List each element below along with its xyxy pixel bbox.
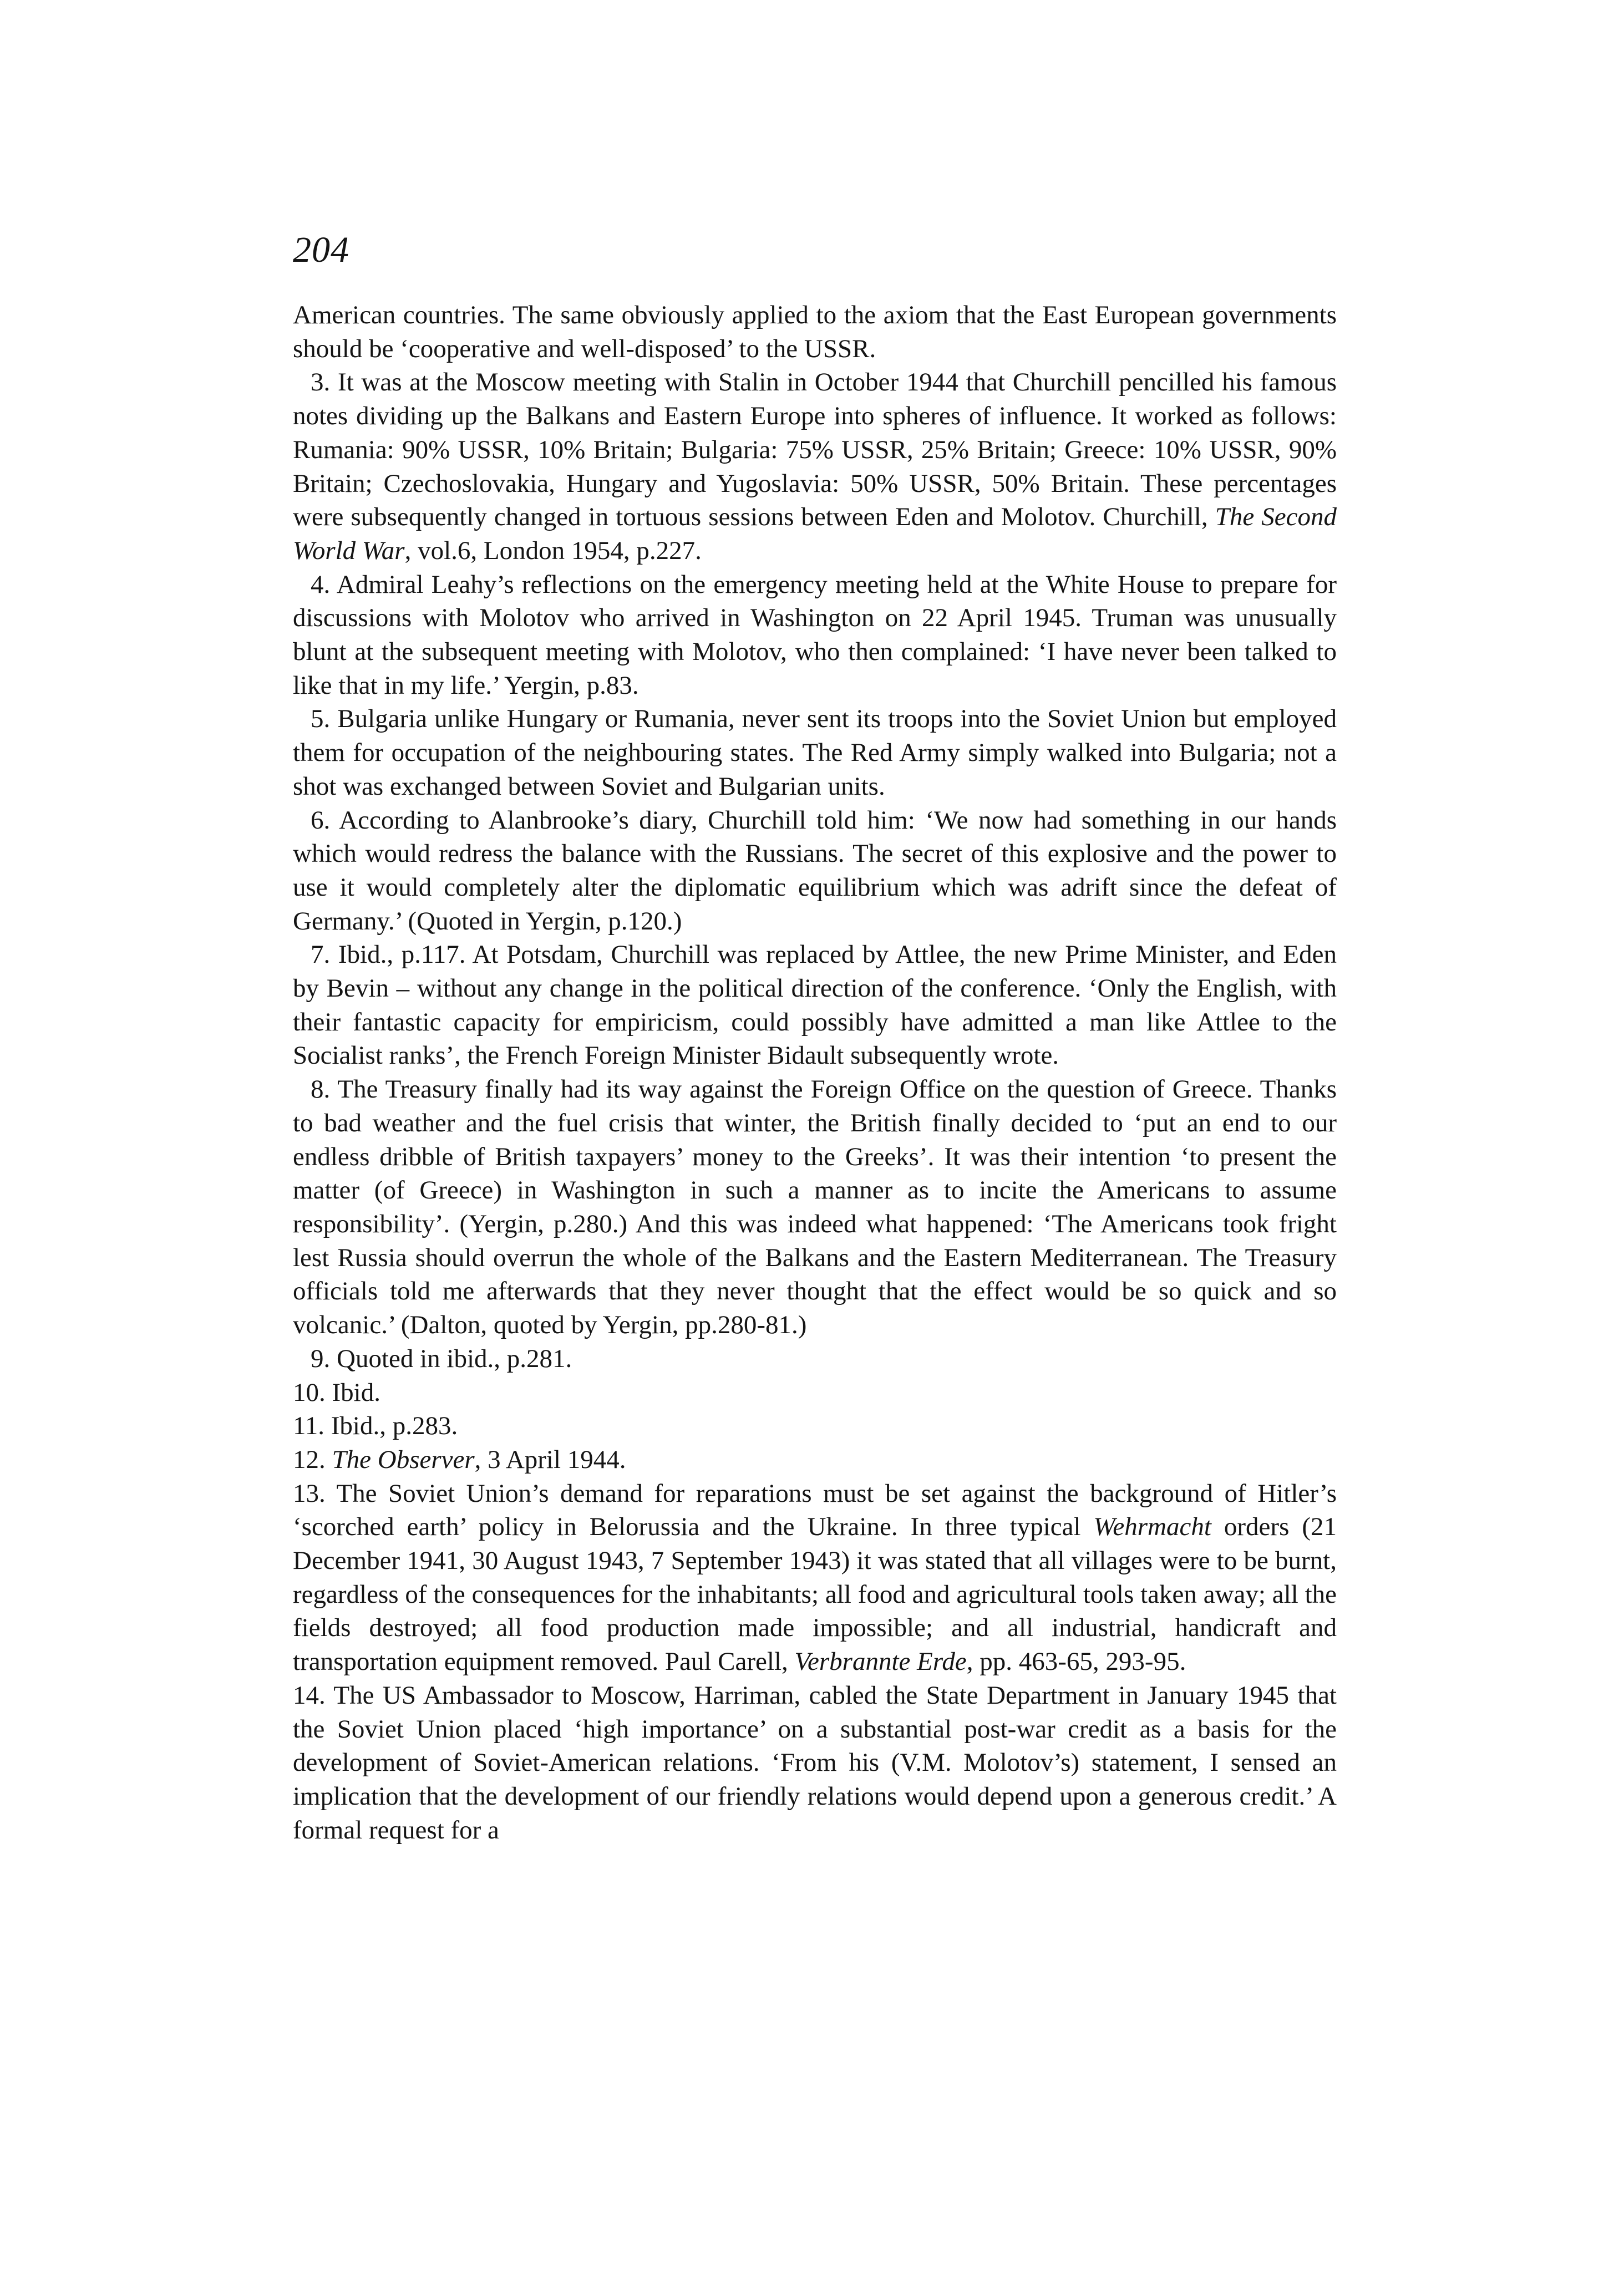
note-number: 14.: [293, 1680, 326, 1710]
note-number: 5.: [311, 704, 331, 734]
book-title: Verbrannte Erde: [794, 1647, 967, 1677]
page-number: 204: [293, 230, 349, 270]
note-number: 4.: [311, 570, 331, 599]
note-number: 11.: [293, 1411, 325, 1441]
note-citation: , 3 April 1944.: [474, 1445, 626, 1474]
note-text: Bulgaria unlike Hungary or Rumania, never sent its troops into the Soviet Union but employed them for occupation of the neighbouring states. The Red Army simply walked into Bulgaria; not a shot was exchanged between Soviet and Bulgarian units.: [293, 704, 1337, 801]
note-number: 8.: [311, 1075, 331, 1104]
note-12: [293, 1443, 1337, 1477]
note-7: [293, 938, 1337, 1073]
note-6: [293, 804, 1337, 938]
note-8: [293, 1073, 1337, 1342]
endnotes: [293, 298, 1337, 1847]
note-number: 13.: [293, 1479, 326, 1508]
note-text: According to Alanbrooke’s diary, Churchill told him: ‘We now had something in our hands which would redress the balance with the Russians. The secret of this explosive and the power to use it would completely alter the diplomatic equilibrium which was adrift since the defeat of Germany.’ (Quoted in Yergin, p.120.): [293, 805, 1337, 936]
note-text: Ibid., p.283.: [331, 1411, 458, 1441]
note-number: 6.: [311, 805, 331, 835]
note-number: 12.: [293, 1445, 326, 1474]
note-text: Quoted in ibid., p.281.: [337, 1344, 572, 1373]
note-citation: , pp. 463-65, 293-95.: [966, 1647, 1186, 1677]
note-number: 3.: [311, 368, 331, 397]
note-text: American countries. The same obviously applied to the axiom that the East European governments should be ‘cooperative and well-disposed’ to the USSR.: [293, 301, 1337, 363]
book-title: The Second World War: [293, 502, 1337, 565]
note-continuation: [293, 298, 1337, 365]
note-number: 10.: [293, 1378, 326, 1407]
german-term: Wehrmacht: [1093, 1512, 1211, 1542]
note-3: [293, 365, 1337, 567]
note-text: The Treasury finally had its way against the Foreign Office on the question of Greece. Thanks to bad weather and the fuel crisis that winter, the British finally decided to ‘put an end to our endless dribble of British taxpayers’ money to the Greeks’. It was their intention ‘to present the matter (of Greece) in Washington in such a manner as to incite the Americans to assume responsibility’. (Yergin, p.280.) And this was indeed what happened: ‘The Americans took fright lest Russia should overrun the whole of the Balkans and the Eastern Mediterranean. The Treasury officials told me afterwards that they never thought that the effect would be so quick and so volcanic.’ (Dalton, quoted by Yergin, pp.280-81.): [293, 1075, 1337, 1340]
note-9: [293, 1342, 1337, 1376]
note-11: [293, 1409, 1337, 1443]
note-10: [293, 1376, 1337, 1410]
note-citation: , vol.6, London 1954, p.227.: [404, 536, 702, 565]
note-text: Ibid., p.117. At Potsdam, Churchill was replaced by Attlee, the new Prime Minister, and Eden by Bevin – without any change in the political direction of the conference. ‘Only the English, with their fantastic capacity for empiricism, could possibly have admitted a man like Attlee to the Socialist ranks’, the French Foreign Minister Bidault subsequently wrote.: [293, 940, 1337, 1070]
note-5: [293, 702, 1337, 803]
note-13: [293, 1477, 1337, 1679]
note-number: 7.: [311, 940, 331, 969]
note-text: The Soviet Union’s demand for reparations must be set against the background of Hitler’s ‘scorched earth’ policy in Belorussia and the Ukraine. In three typical: [293, 1479, 1337, 1542]
note-4: [293, 568, 1337, 703]
note-text-continued: orders (21 December 1941, 30 August 1943, 7 September 1943) it was stated that all villages were to be burnt, regardless of the consequences for the inhabitants; all food and agricultural tools taken away; all the fields destroyed; all food production made impossible; and all industrial, handicraft and transportation equipment removed. Paul Carell,: [293, 1512, 1337, 1677]
note-text: Admiral Leahy’s reflections on the emergency meeting held at the White House to prepare for discussions with Molotov who arrived in Washington on 22 April 1945. Truman was unusually blunt at the subsequent meeting with Molotov, who then complained: ‘I have never been talked to like that in my life.’ Yergin, p.83.: [293, 570, 1337, 700]
note-14: [293, 1679, 1337, 1847]
note-number: 9.: [311, 1344, 331, 1373]
newspaper-title: The Observer: [332, 1445, 475, 1474]
note-text: The US Ambassador to Moscow, Harriman, cabled the State Department in January 1945 that the Soviet Union placed ‘high importance’ on a substantial post-war credit as a basis for the development of Soviet-American relations. ‘From his (V.M. Molotov’s) statement, I sensed an implication that the development of our friendly relations would depend upon a generous credit.’ A formal request for a: [293, 1680, 1337, 1845]
note-text: Ibid.: [332, 1378, 380, 1407]
note-text: It was at the Moscow meeting with Stalin in October 1944 that Churchill pencilled his famous notes dividing up the Balkans and Eastern Europe into spheres of influence. It worked as follows: Rumania: 90% USSR, 10% Britain; Bulgaria: 75% USSR, 25% Britain; Greece: 10% USSR, 90% Britain; Czechoslovakia, Hungary and Yugoslavia: 50% USSR, 50% Britain. These percentages were subsequently changed in tortuous sessions between Eden and Molotov. Churchill,: [293, 368, 1337, 532]
